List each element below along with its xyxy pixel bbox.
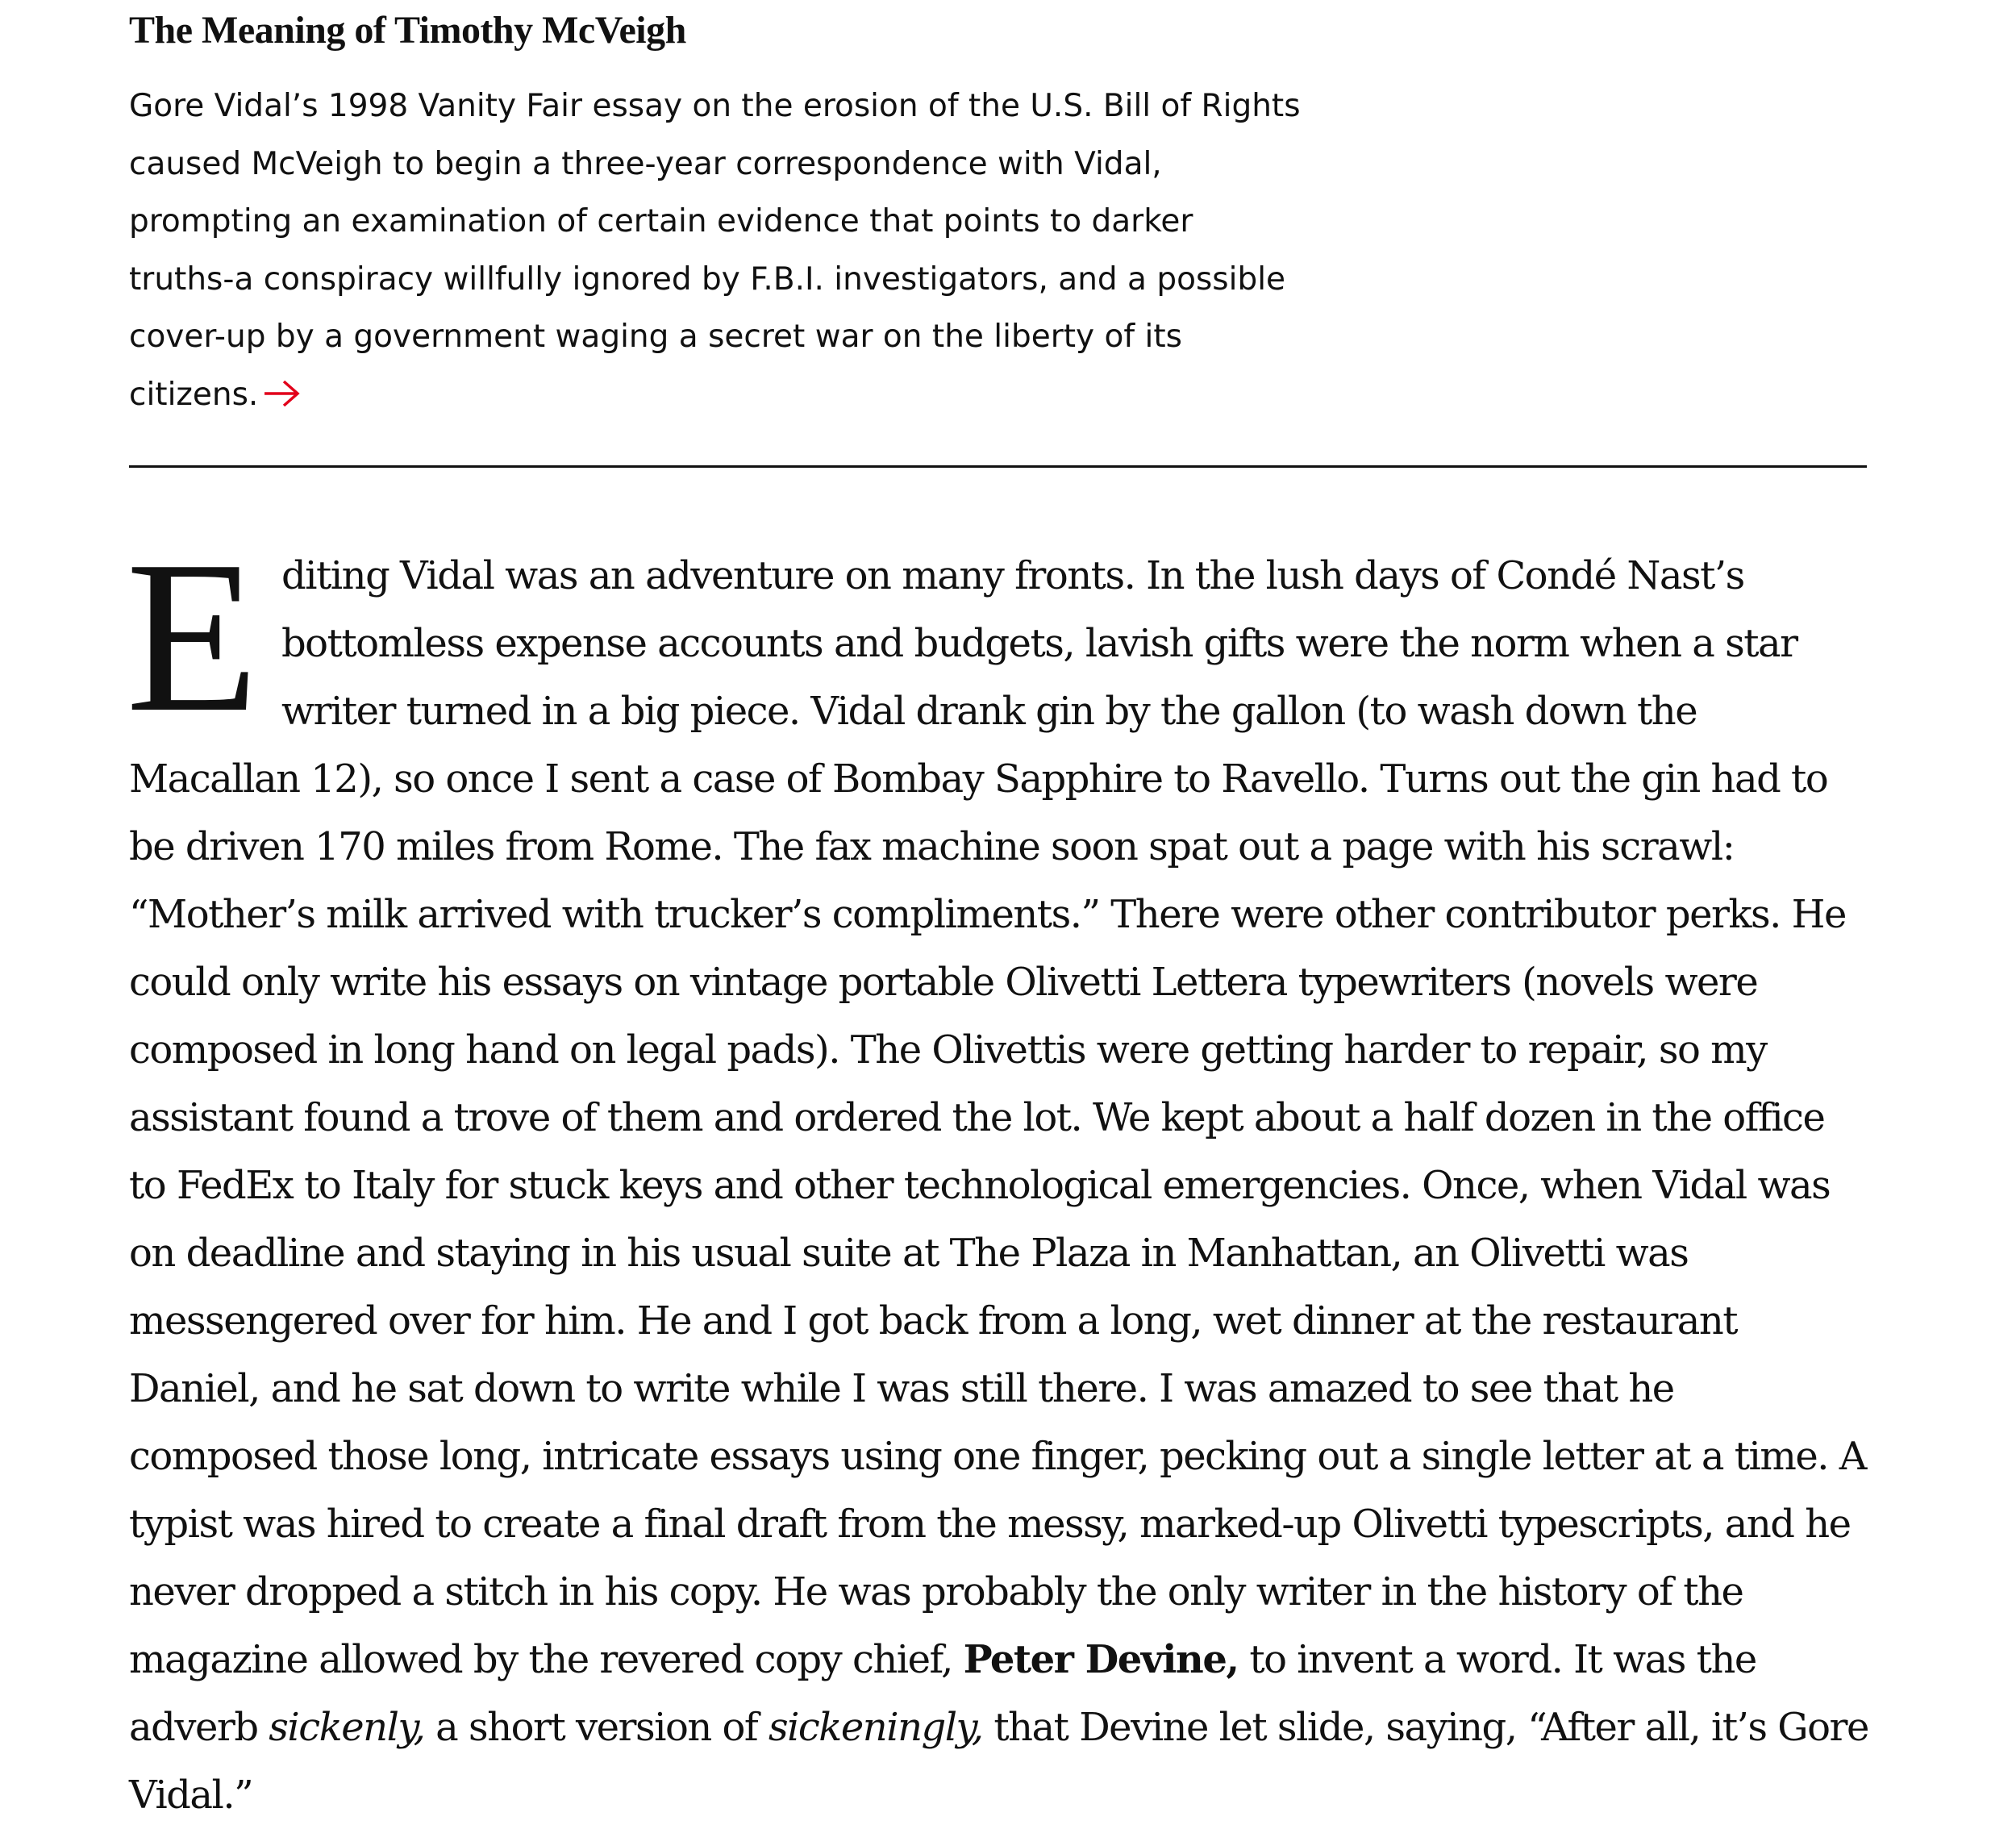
- italic-word-sickenly: sickenly,: [269, 1705, 425, 1750]
- related-story-dek-text: Gore Vidal’s 1998 Vanity Fair essay on the erosion of the U.S. Bill of Rights caused McVeigh to begin a three-year correspondence with Vidal, prompting an examination of certain evidence that points to darker truths-a conspiracy willfully ignored by F.B.I. investigators, and a possible cover-up by a government waging a secret war on the liberty of its citizens.: [129, 88, 1301, 413]
- article-text-4: that Devine let slide, saying, “After all, it’s Gore Vidal.”: [129, 1705, 1868, 1818]
- italic-word-sickeningly: sickeningly,: [768, 1705, 983, 1750]
- article-text-3: a short version of: [424, 1705, 768, 1750]
- article-text-2: to invent a word. It was the adverb: [129, 1637, 1756, 1750]
- arrow-right-icon[interactable]: [263, 371, 302, 429]
- related-story-dek: [129, 77, 1306, 428]
- article-text-1: diting Vidal was an adventure on many fronts. In the lush days of Condé Nast’s bottomless expense accounts and budgets, lavish gifts were the norm when a star writer turned in a big piece. Vidal drank gin by the gallon (to wash down the Macallan 12), so once I sent a case of Bombay Sapphire to Ravello. Turns out the gin had to be driven 170 miles from Rome. The fax machine soon spat out a page with his scrawl: “Mother’s milk arrived with trucker’s compliments.” There were other contributor perks. He could only write his essays on vintage portable Olivetti Lettera typewriters (novels were composed in long hand on legal pads). The Olivettis were getting harder to repair, so my assistant found a trove of them and ordered the lot. We kept about a half dozen in the office to FedEx to Italy for stuck keys and other technological emergencies. Once, when Vidal was on deadline and staying in his usual suite at The Plaza in Manhattan, an Olivetti was messengered over for him. He and I got back from a long, wet dinner at the restaurant Daniel, and he sat down to write while I was still there. I was amazed to see that he composed those long, intricate essays using one finger, pecking out a single letter at a time. A typist was hired to create a final draft from the messy, marked-up Olivetti typescripts, and he never dropped a stitch in his copy. He was probably the only writer in the history of the magazine allowed by the revered copy chief,: [129, 553, 1866, 1682]
- related-story-title[interactable]: The Meaning of Timothy McVeigh: [129, 9, 686, 52]
- section-divider: [129, 465, 1867, 468]
- related-story[interactable]: [129, 5, 1306, 428]
- person-name-bold: Peter Devine,: [963, 1637, 1239, 1682]
- drop-cap: E: [126, 516, 259, 757]
- article-body: [126, 516, 1871, 1829]
